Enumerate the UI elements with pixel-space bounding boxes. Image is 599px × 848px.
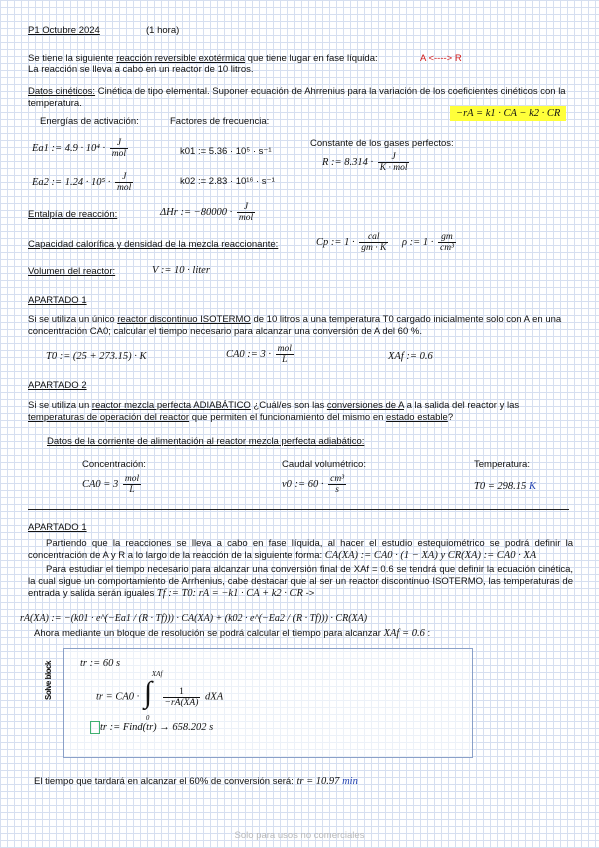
integral-sign: ∫ xyxy=(143,676,153,709)
xaf-equation: XAf := 0.6 xyxy=(388,351,433,362)
t0-equation: T0 := (25 + 273.15) · K xyxy=(46,351,147,362)
feed-data-title: Datos de la corriente de alimentación al reactor mezcla perfecta adiabático: xyxy=(47,436,365,447)
apartado2-statement: Si se utiliza un reactor mezcla perfecta ADIABÁTICO ¿Cuál/es son las conversiones de A a la salida del reactor y las temperaturas de operación del reactor que permiten el funcionamiento del mismo en estado estable? xyxy=(28,400,520,423)
solution-paragraph3: Ahora mediante un bloque de resolución se podrá calcular el tiempo para alcanzar XAf = 0.6 : xyxy=(34,628,431,639)
section-divider xyxy=(28,509,569,510)
rate-arrhenius-equation: rA(XA) := −(k01 · e^(−Ea1 / (R · Tf))) · CA(XA) + (k02 · e^(−Ea2 / (R · Tf))) · CR(XA) xyxy=(20,613,368,624)
feed-temperature-value: T0 = 298.15 K xyxy=(474,481,536,492)
integral-equation: tr = CA0 · ∫ XAf 0 $\frac{1}{-rA(XA)}$ dXA xyxy=(96,670,224,722)
feed-concentration-value: CA0 = 3 $\frac{\text{mol}}{L}$ xyxy=(82,474,140,495)
ca0-equation: CA0 := 3 · $\frac{\text{mol}}{L}$ xyxy=(226,344,292,365)
solution-paragraph1: Partiendo que la reacciones se lleva a cabo en fase líquida, al hacer el estudio estequiométrico se podrá definir la concentración de A y R a lo largo de la reacción de la siguiente forma: CA(XA) := CA0 · (1 − XA) y CR(XA) := CA0 · XA xyxy=(28,538,573,561)
guess-value: tr := 60 s xyxy=(80,658,121,669)
find-result: tr := Find(tr) → 658.202 s xyxy=(100,722,214,733)
rate-equation: −rA = k1 · CA − k2 · CR xyxy=(450,108,566,119)
ea2-equation: Ea2 := 1.24 · 10⁵ · $\frac{J}{\text{mol}}$ xyxy=(32,172,132,193)
solution-title: APARTADO 1 xyxy=(28,522,87,533)
final-answer: El tiempo que tardará en alcanzar el 60% de conversión será: tr = 10.97 min xyxy=(34,776,358,787)
feed-flow-value: v0 := 60 · $\frac{\text{cm³}}{s}$ xyxy=(282,474,345,495)
volume-equation: V := 10 · liter xyxy=(152,265,210,276)
gas-constant-equation: R := 8.314 · $\frac{J}{\text{K · mol}}$ xyxy=(322,152,408,173)
enthalpy-equation: ΔHr := −80000 · $\frac{J}{\text{mol}}$ xyxy=(160,202,254,223)
gas-constant-label: Constante de los gases perfectos: xyxy=(310,138,454,149)
feed-temperature-label: Temperatura: xyxy=(474,459,530,470)
intro-line1: Se tiene la siguiente reacción reversible exotérmica que tiene lugar en fase líquida: xyxy=(28,53,378,64)
apartado2-title: APARTADO 2 xyxy=(28,380,87,391)
apartado1-title: APARTADO 1 xyxy=(28,295,87,306)
cp-equation: Cp := 1 · $\frac{\text{cal}}{gm \cdot K}$ xyxy=(316,232,387,253)
apartado1-statement: Si se utiliza un único reactor discontinuo ISOTERMO de 10 litros a una temperatura T0 cargado inicialmente solo con A en una concentración CA0; calcular el tiempo necesario para alcanzar una conversión de A del 60 %. xyxy=(28,314,562,337)
intro-line2: La reacción se lleva a cabo en un reactor de 10 litros. xyxy=(28,64,254,75)
feed-concentration-label: Concentración: xyxy=(82,459,146,470)
volume-label: Volumen del reactor: xyxy=(28,266,116,277)
watermark-footer: Solo para usos no comerciales xyxy=(234,830,365,841)
cursor-marker[interactable] xyxy=(90,721,100,734)
solve-block-side-label: Solve block xyxy=(44,661,53,700)
doc-duration: (1 hora) xyxy=(146,25,180,36)
k01-equation: k01 := 5.36 · 10⁵ · s⁻¹ xyxy=(180,146,272,157)
frequency-factor-label: Factores de frecuencia: xyxy=(170,116,270,127)
activation-energy-label: Energías de activación: xyxy=(40,116,139,127)
heat-capacity-label: Capacidad calorífica y densidad de la mezcla reaccionante: xyxy=(28,239,279,250)
feed-flow-label: Caudal volumétrico: xyxy=(282,459,366,470)
reaction-scheme: A <----> R xyxy=(420,53,462,64)
doc-title: P1 Octubre 2024 xyxy=(28,25,100,36)
enthalpy-label: Entalpía de reacción: xyxy=(28,209,118,220)
solution-paragraph2: Para estudiar el tiempo necesario para alcanzar una conversión final de XAf = 0.6 se tendrá que definir la ecuación cinética, la cual sigue un comportamiento de Arrhenius, cabe destacar que al ser un reactor discontinuo ISOTERMO, las temperaturas de entrada y salida serán iguales Tf := T0: rA = −k1 · CA + k2 · CR -> xyxy=(28,564,573,599)
kinetic-paragraph: Datos cinéticos: Cinética de tipo elemental. Suponer ecuación de Ahrrenius para la variación de los coeficientes cinéticos con la temperatura. xyxy=(28,86,566,109)
ea1-equation: Ea1 := 4.9 · 10⁴ · $\frac{J}{\text{mol}}$ xyxy=(32,138,127,159)
density-equation: ρ := 1 · $\frac{gm}{\text{cm³}}$ xyxy=(402,232,454,253)
k02-equation: k02 := 2.83 · 10¹⁶ · s⁻¹ xyxy=(180,176,275,187)
